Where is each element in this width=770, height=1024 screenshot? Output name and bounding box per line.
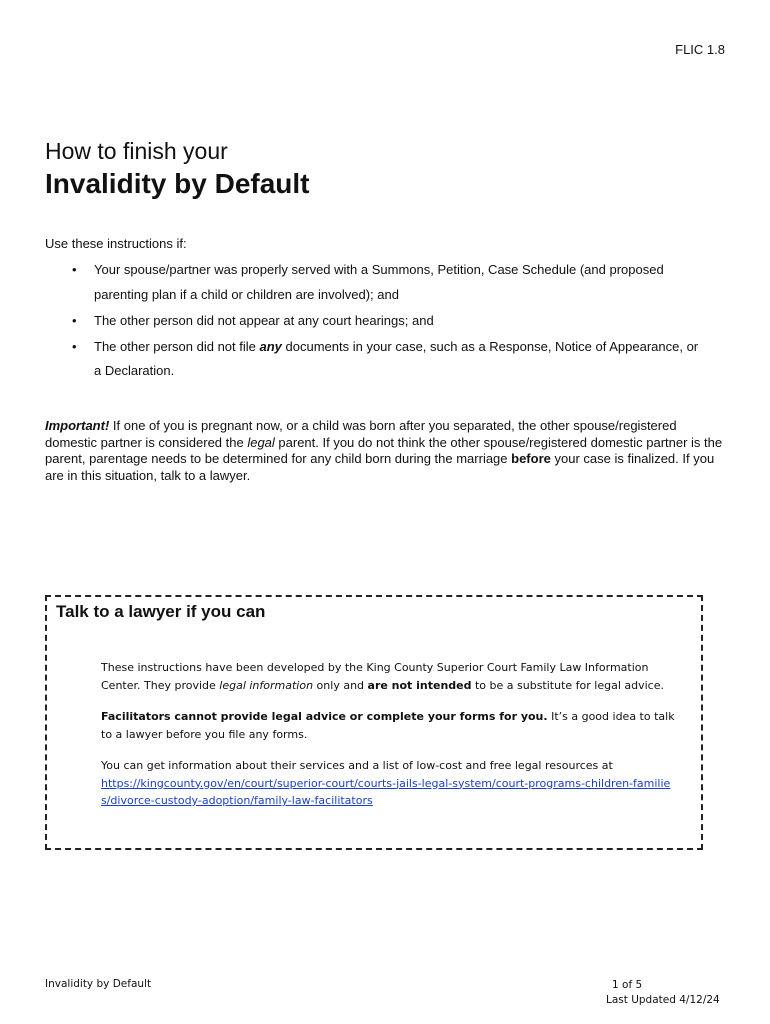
callout-p1-italic: legal information bbox=[219, 678, 314, 692]
bullet-icon: • bbox=[72, 338, 77, 354]
callout-p3-text: You can get information about their services and a list of low-cost and free legal resources at bbox=[101, 759, 613, 772]
important-text-2: parent. If you do not think the other spouse/registered domestic partner is the parent, parentage needs to be determined for any child born during the marriage bbox=[45, 434, 723, 466]
conditions-list bbox=[45, 258, 705, 385]
callout-heading: Talk to a lawyer if you can bbox=[56, 602, 266, 621]
last-updated: Last Updated 4/12/24 bbox=[606, 994, 720, 1006]
bullet-icon: • bbox=[72, 262, 77, 277]
callout-body bbox=[101, 659, 676, 824]
bullet-icon: • bbox=[72, 312, 77, 328]
facilitators-link[interactable]: https://kingcounty.gov/en/court/superior-court/courts-jails-legal-system/court-programs-children-families/divorce-custody-adoption/family-law-facilitators bbox=[101, 776, 671, 807]
important-legal: legal bbox=[247, 434, 275, 450]
callout-p2-rest: It’s a good idea to talk to a lawyer before you file any forms. bbox=[101, 710, 675, 741]
important-notice bbox=[45, 418, 729, 484]
important-text-3: your case is finalized. If you are in this situation, talk to a lawyer. bbox=[45, 451, 715, 483]
callout-paragraph-2 bbox=[101, 708, 676, 743]
callout-p1-text-c: to be a substitute for legal advice. bbox=[471, 678, 664, 692]
callout-p1-text-b: only and bbox=[313, 678, 368, 692]
page-pretitle: How to finish your bbox=[45, 138, 228, 164]
emphasis-any: any bbox=[259, 338, 282, 354]
intro-text: Use these instructions if: bbox=[45, 236, 187, 251]
footer-doc-name: Invalidity by Default bbox=[45, 978, 152, 990]
page-number: 1 of 5 bbox=[612, 979, 643, 991]
callout-paragraph-1 bbox=[101, 659, 676, 694]
list-item bbox=[45, 309, 705, 334]
list-item bbox=[45, 258, 705, 307]
callout-paragraph-3 bbox=[101, 757, 676, 810]
list-item-text: Your spouse/partner was properly served with a Summons, Petition, Case Schedule (and proposed parenting plan if a child or children are involved); and bbox=[94, 262, 664, 302]
list-item bbox=[45, 335, 705, 384]
list-item-text: The other person did not appear at any court hearings; and bbox=[94, 312, 434, 328]
list-item-text-after: documents in your case, such as a Response, Notice of Appearance, or a Declaration. bbox=[94, 338, 699, 378]
important-label: Important! bbox=[45, 418, 110, 433]
important-text-1: If one of you is pregnant now, or a child was born after you separated, the other spouse/registered domestic partner is considered the bbox=[45, 418, 677, 450]
callout-p2-bold: Facilitators cannot provide legal advice or complete your forms for you. bbox=[101, 710, 548, 723]
list-item-text-before: The other person did not file bbox=[94, 338, 260, 354]
form-code: FLIC 1.8 bbox=[675, 42, 725, 57]
important-before: before bbox=[511, 451, 551, 466]
lawyer-callout-box bbox=[45, 595, 703, 850]
page-title: Invalidity by Default bbox=[45, 168, 310, 199]
footer-meta bbox=[606, 978, 720, 1008]
callout-p1-text-a: These instructions have been developed by the King County Superior Court Family Law Information Center. They provide bbox=[101, 661, 649, 692]
callout-p1-bold: are not intended bbox=[367, 678, 472, 692]
